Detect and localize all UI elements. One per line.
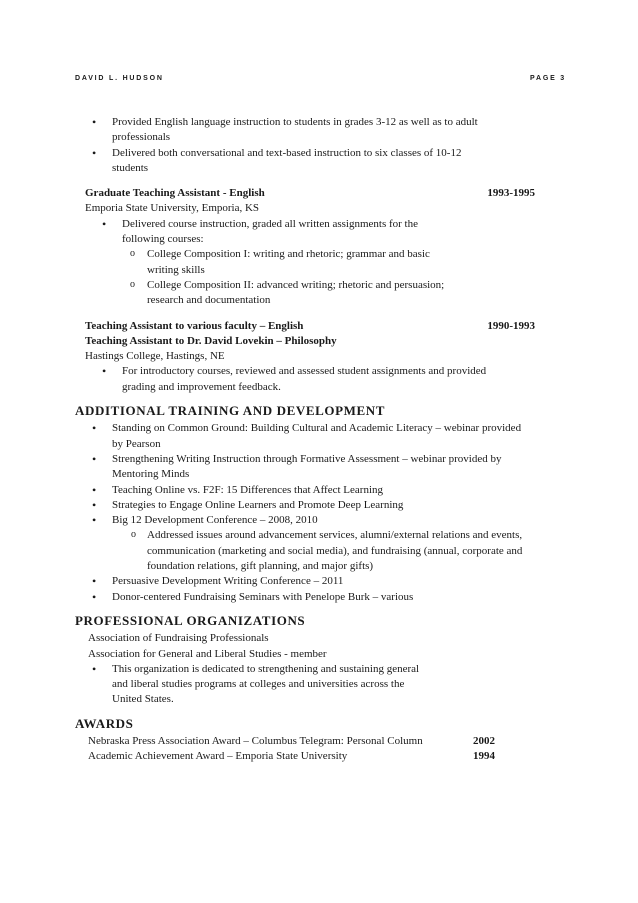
- list-item: • Standing on Common Ground: Building Cultural and Academic Literacy – webinar provided by Pearson: [75, 421, 527, 452]
- list-item: • Strategies to Engage Online Learners and Promote Deep Learning: [75, 498, 527, 513]
- list-item: • Persuasive Development Writing Conference – 2011: [75, 574, 527, 589]
- award-name: Nebraska Press Association Award – Columbus Telegram: Personal Column: [88, 734, 423, 747]
- organization: Emporia State University, Emporia, KS: [85, 202, 260, 215]
- top-bullet-list: [75, 115, 515, 176]
- organizations-list: [75, 662, 575, 708]
- role-line: [85, 319, 535, 334]
- sub-list-item: o College Composition II: advanced writing; rhetoric and persuasion; research and documentation: [85, 278, 447, 309]
- list-item: • Strengthening Writing Instruction through Formative Assessment – webinar provided by Mentoring Minds: [75, 452, 527, 483]
- page-header: [75, 75, 566, 82]
- organization: Hastings College, Hastings, NE: [85, 350, 225, 363]
- list-item: [85, 217, 442, 248]
- role-dates: 1990-1993: [487, 319, 535, 332]
- role-title: Graduate Teaching Assistant - English: [85, 187, 265, 200]
- training-list: [75, 421, 527, 605]
- organization-line: Association of Fundraising Professionals: [88, 632, 269, 645]
- sub-list-item: o College Composition I: writing and rhetoric; grammar and basic writing skills: [85, 247, 447, 278]
- ta-bullet-list: [85, 364, 575, 395]
- resume-body: [75, 115, 575, 765]
- section-title-organizations: PROFESSIONAL ORGANIZATIONS: [75, 612, 306, 628]
- award-year: 2002: [473, 734, 495, 747]
- gta-bullet-list: [85, 217, 575, 309]
- award-row: [75, 734, 495, 749]
- list-item: • Provided English language instruction to students in grades 3-12 as well as to adult professionals: [75, 115, 515, 146]
- role-title-secondary: Teaching Assistant to Dr. David Lovekin – Philosophy: [85, 334, 337, 347]
- gta-entry: [75, 186, 575, 308]
- ta-entry: [75, 319, 575, 395]
- list-item: • This organization is dedicated to strengthening and sustaining general and liberal studies programs at colleges and universities across the United States.: [75, 662, 432, 708]
- section-title-awards: AWARDS: [75, 715, 134, 731]
- award-year: 1994: [473, 750, 495, 763]
- award-row: [75, 749, 495, 764]
- award-name: Academic Achievement Award – Emporia State University: [88, 750, 348, 763]
- list-item-text: Delivered course instruction, graded all written assignments for the following courses:: [122, 217, 418, 246]
- header-page-number: PAGE 3: [530, 75, 566, 82]
- list-item: • Teaching Online vs. F2F: 15 Differences that Affect Learning: [75, 483, 527, 498]
- section-title-training: ADDITIONAL TRAINING AND DEVELOPMENT: [75, 403, 386, 419]
- list-item: • Big 12 Development Conference – 2008, 2010: [75, 513, 527, 528]
- sub-list-item: o Addressed issues around advancement services, alumni/external relations and events, communication (marketing and social media), and fundraising (annual, corporate and foundation relations, gift planning, and major gifts): [75, 528, 527, 574]
- organization-line: Association for General and Liberal Studies - member: [88, 647, 327, 660]
- list-item: • Donor-centered Fundraising Seminars with Penelope Burk – various: [75, 590, 527, 605]
- role-line: [85, 186, 535, 201]
- list-item: • For introductory courses, reviewed and assessed student assignments and provided grading and improvement feedback.: [85, 364, 492, 395]
- role-dates: 1993-1995: [487, 187, 535, 200]
- role-title: Teaching Assistant to various faculty – English: [85, 319, 304, 332]
- header-name: DAVID L. HUDSON: [75, 75, 164, 82]
- list-item: • Delivered both conversational and text-based instruction to six classes of 10-12 students: [75, 146, 472, 177]
